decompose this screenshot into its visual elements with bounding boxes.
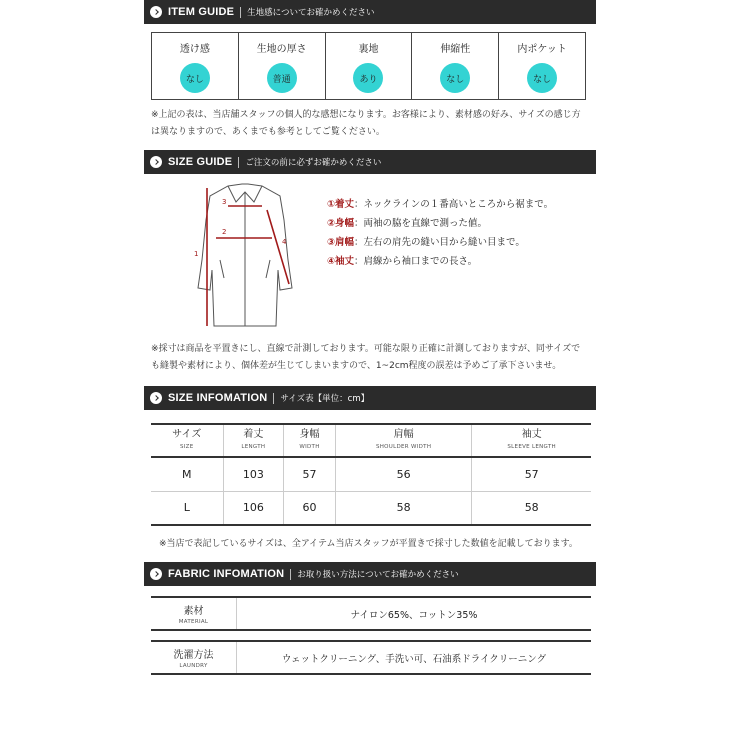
size-guide-header xyxy=(144,150,596,174)
note-line: ※採寸は商品を平置きにし、直線で計測しております。可能な限り正確に計測しておりますが、同サイズで xyxy=(151,344,581,354)
divider xyxy=(238,157,239,168)
legend-desc: ：肩線から袖口までの長さ。 xyxy=(354,255,478,267)
measurement-legend xyxy=(327,193,553,269)
fabric-row-header xyxy=(151,598,237,629)
table-cell: 60 xyxy=(284,491,336,525)
mark-3: 3 xyxy=(222,198,227,206)
coat-diagram xyxy=(180,180,310,330)
item-guide-title: ITEM GUIDE xyxy=(168,6,235,18)
note-line: ※上記の表は、当店舗スタッフの個人的な感想になります。お客様により、素材感の好み、サイズの感じ方 xyxy=(151,110,581,120)
legend-desc: ：ネックラインの１番高いところから裾まで。 xyxy=(354,198,554,210)
table-cell: M xyxy=(182,467,192,481)
guide-label: 透け感 xyxy=(179,44,210,55)
table-cell: 57 xyxy=(472,457,591,491)
fabric-info-header xyxy=(144,562,596,586)
fabric-label: 素材 xyxy=(183,606,204,617)
guide-value-badge: なし xyxy=(180,63,210,93)
legend-row xyxy=(327,193,553,212)
legend-desc: ：両袖の脇を直線で測った値。 xyxy=(354,217,488,229)
chevron-right-icon xyxy=(150,156,162,168)
divider xyxy=(273,393,274,404)
size-guide-note xyxy=(151,341,580,375)
col-header-sleeve-length: 袖丈 SLEEVE LENGTH xyxy=(472,424,591,457)
chevron-right-icon xyxy=(150,6,162,18)
item-guide-note xyxy=(151,107,581,141)
fabric-info-title: FABRIC INFOMATION xyxy=(168,568,285,580)
divider xyxy=(240,7,241,18)
legend-key: ②身幅 xyxy=(327,217,355,229)
fabric-row-header xyxy=(151,642,237,673)
guide-cell-lining xyxy=(326,33,413,99)
table-cell: L xyxy=(183,501,190,515)
fabric-value: ナイロン65%、コットン35% xyxy=(350,609,478,621)
table-cell: 106 xyxy=(223,491,284,525)
legend-desc: ：左右の肩先の縫い目から縫い目まで。 xyxy=(354,236,525,248)
legend-row xyxy=(327,231,553,250)
guide-cell-stretch xyxy=(412,33,499,99)
col-header-size: サイズ SIZE xyxy=(172,428,202,450)
table-cell: 103 xyxy=(223,457,284,491)
table-row xyxy=(151,491,591,525)
guide-value-badge: なし xyxy=(440,63,470,93)
guide-value-badge: あり xyxy=(353,63,383,93)
guide-label: 内ポケット xyxy=(517,44,567,55)
size-info-title: SIZE INFOMATION xyxy=(168,392,268,404)
mark-1: 1 xyxy=(194,250,199,258)
guide-label: 裏地 xyxy=(358,44,379,55)
legend-key: ④袖丈 xyxy=(327,255,355,267)
table-cell: 56 xyxy=(335,457,472,491)
fabric-label-en: MATERIAL xyxy=(178,619,209,625)
legend-key: ③肩幅 xyxy=(327,236,355,248)
guide-value-badge: なし xyxy=(527,63,557,93)
col-header-width: 身幅 WIDTH xyxy=(284,424,336,457)
chevron-right-icon xyxy=(150,392,162,404)
divider xyxy=(290,569,291,580)
size-guide-subtitle: ご注文の前に必ずお確かめください xyxy=(245,158,382,168)
legend-row xyxy=(327,250,553,269)
fabric-row-laundry xyxy=(151,640,591,675)
chevron-right-icon xyxy=(150,568,162,580)
guide-label: 生地の厚さ xyxy=(256,44,307,55)
guide-label: 伸縮性 xyxy=(440,44,471,55)
table-row xyxy=(151,457,591,491)
item-guide-header xyxy=(144,0,596,24)
mark-4: 4 xyxy=(282,238,287,246)
table-cell: 58 xyxy=(472,491,591,525)
col-header-length: 着丈 LENGTH xyxy=(223,424,284,457)
legend-row xyxy=(327,212,553,231)
guide-cell-inner-pocket xyxy=(499,33,585,99)
fabric-value: ウェットクリーニング、手洗い可、石油系ドライクリーニング xyxy=(281,653,547,665)
guide-cell-thickness xyxy=(239,33,326,99)
mark-2: 2 xyxy=(222,228,227,236)
guide-cell-transparency xyxy=(152,33,239,99)
guide-value-badge: 普通 xyxy=(267,63,297,93)
item-guide-subtitle: 生地感についてお確かめください xyxy=(247,8,375,18)
legend-key: ①着丈 xyxy=(327,198,355,210)
note-line: も縫製や素材により、個体差が生じてしまいますので、1~2cm程度の誤差は予めご了承下さいませ。 xyxy=(151,361,562,371)
size-info-subtitle: サイズ表【単位：cm】 xyxy=(280,394,370,404)
size-guide-title: SIZE GUIDE xyxy=(168,156,233,168)
col-header-shoulder-width: 肩幅 SHOULDER WIDTH xyxy=(335,424,472,457)
fabric-label-en: LAUNDRY xyxy=(179,663,208,669)
fabric-info-subtitle: お取り扱い方法についてお確かめください xyxy=(297,570,459,580)
table-header-row xyxy=(151,424,591,457)
size-info-header xyxy=(144,386,596,410)
fabric-label: 洗濯方法 xyxy=(173,650,214,661)
note-line: は異なりますので、あくまでも参考としてご覧ください。 xyxy=(151,127,385,137)
table-cell: 57 xyxy=(284,457,336,491)
item-guide-table xyxy=(151,32,586,100)
size-table xyxy=(151,423,591,526)
table-cell: 58 xyxy=(335,491,472,525)
fabric-row-material xyxy=(151,596,591,631)
size-info-note: ※当店で表記しているサイズは、全アイテム当店スタッフが平置きで採寸した数値を記載しております。 xyxy=(159,539,578,549)
